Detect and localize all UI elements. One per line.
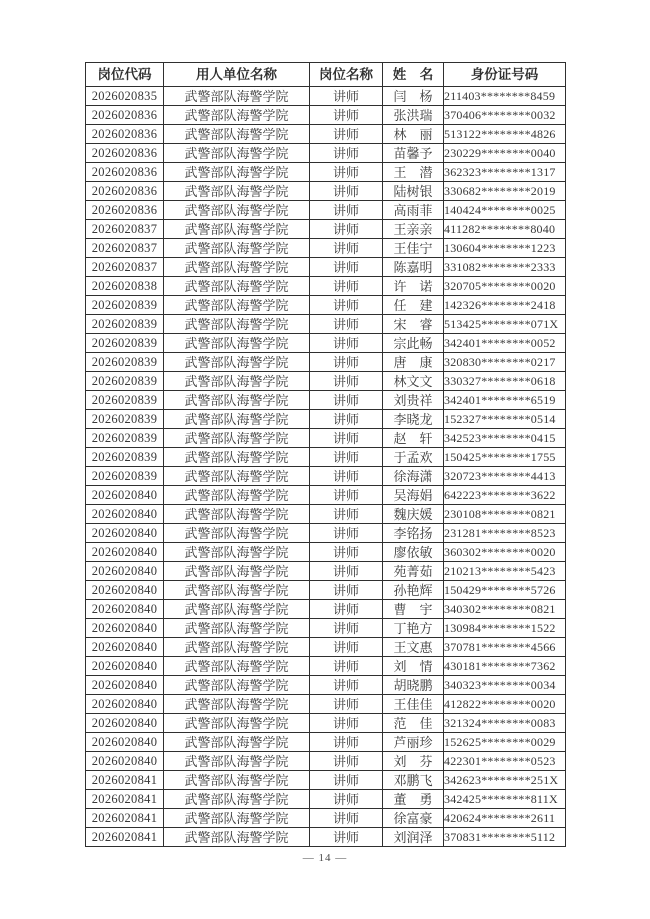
cell-name: 闫 杨 [383, 87, 444, 106]
table-row [86, 182, 566, 201]
cell-employer-name: 武警部队海警学院 [164, 638, 310, 657]
cell-name: 廖依敏 [383, 543, 444, 562]
cell-employer-name: 武警部队海警学院 [164, 505, 310, 524]
cell-position-code: 2026020841 [86, 828, 164, 847]
cell-id-number: 321324********0083 [444, 714, 566, 733]
cell-employer-name: 武警部队海警学院 [164, 752, 310, 771]
cell-position-code: 2026020840 [86, 524, 164, 543]
cell-id-number: 430181********7362 [444, 657, 566, 676]
cell-id-number: 362323********1317 [444, 163, 566, 182]
cell-employer-name: 武警部队海警学院 [164, 296, 310, 315]
cell-position-code: 2026020839 [86, 315, 164, 334]
cell-id-number: 513425********071X [444, 315, 566, 334]
table-row [86, 486, 566, 505]
table-row [86, 676, 566, 695]
cell-id-number: 360302********0020 [444, 543, 566, 562]
table-row [86, 429, 566, 448]
cell-position-name: 讲师 [310, 619, 383, 638]
cell-id-number: 130984********1522 [444, 619, 566, 638]
cell-position-name: 讲师 [310, 733, 383, 752]
cell-id-number: 342425********811X [444, 790, 566, 809]
cell-id-number: 342623********251X [444, 771, 566, 790]
cell-position-code: 2026020840 [86, 676, 164, 695]
cell-name: 刘 情 [383, 657, 444, 676]
table-row [86, 410, 566, 429]
cell-position-code: 2026020840 [86, 486, 164, 505]
table-row [86, 619, 566, 638]
cell-position-code: 2026020840 [86, 581, 164, 600]
cell-employer-name: 武警部队海警学院 [164, 809, 310, 828]
cell-position-name: 讲师 [310, 334, 383, 353]
cell-position-name: 讲师 [310, 201, 383, 220]
cell-position-name: 讲师 [310, 258, 383, 277]
table-row [86, 87, 566, 106]
table-row [86, 505, 566, 524]
cell-position-name: 讲师 [310, 467, 383, 486]
cell-employer-name: 武警部队海警学院 [164, 410, 310, 429]
cell-employer-name: 武警部队海警学院 [164, 239, 310, 258]
cell-position-code: 2026020839 [86, 372, 164, 391]
page-number: — 14 — [302, 852, 348, 864]
table-row [86, 714, 566, 733]
table-body [86, 87, 566, 847]
cell-position-code: 2026020839 [86, 391, 164, 410]
cell-employer-name: 武警部队海警学院 [164, 334, 310, 353]
cell-id-number: 370781********4566 [444, 638, 566, 657]
table-row [86, 334, 566, 353]
cell-position-code: 2026020840 [86, 562, 164, 581]
cell-position-name: 讲师 [310, 87, 383, 106]
cell-employer-name: 武警部队海警学院 [164, 714, 310, 733]
cell-name: 陈嘉明 [383, 258, 444, 277]
header-id-number: 身份证号码 [444, 63, 566, 87]
cell-position-name: 讲师 [310, 543, 383, 562]
table-row [86, 543, 566, 562]
header-name: 姓 名 [383, 63, 444, 87]
table-row [86, 771, 566, 790]
cell-position-code: 2026020840 [86, 600, 164, 619]
cell-position-name: 讲师 [310, 524, 383, 543]
table-row [86, 391, 566, 410]
cell-id-number: 331082********2333 [444, 258, 566, 277]
table-row [86, 524, 566, 543]
cell-name: 丁艳方 [383, 619, 444, 638]
cell-position-name: 讲师 [310, 125, 383, 144]
cell-position-name: 讲师 [310, 429, 383, 448]
cell-position-code: 2026020838 [86, 277, 164, 296]
cell-name: 胡晓鹏 [383, 676, 444, 695]
table-row [86, 600, 566, 619]
cell-id-number: 330327********0618 [444, 372, 566, 391]
cell-position-code: 2026020839 [86, 296, 164, 315]
table-header [86, 63, 566, 87]
cell-employer-name: 武警部队海警学院 [164, 619, 310, 638]
cell-name: 徐海潇 [383, 467, 444, 486]
cell-position-code: 2026020840 [86, 657, 164, 676]
cell-position-code: 2026020840 [86, 733, 164, 752]
cell-position-code: 2026020835 [86, 87, 164, 106]
table-row [86, 638, 566, 657]
cell-id-number: 320705********0020 [444, 277, 566, 296]
cell-name: 芦丽珍 [383, 733, 444, 752]
header-position-code: 岗位代码 [86, 63, 164, 87]
table-row [86, 657, 566, 676]
table-row [86, 790, 566, 809]
cell-position-code: 2026020839 [86, 448, 164, 467]
cell-employer-name: 武警部队海警学院 [164, 182, 310, 201]
cell-position-code: 2026020841 [86, 790, 164, 809]
cell-position-name: 讲师 [310, 676, 383, 695]
cell-name: 刘 芬 [383, 752, 444, 771]
table-header-row [86, 63, 566, 87]
header-employer-name: 用人单位名称 [164, 63, 310, 87]
table-row [86, 353, 566, 372]
cell-position-name: 讲师 [310, 163, 383, 182]
cell-position-code: 2026020840 [86, 695, 164, 714]
table-row [86, 315, 566, 334]
cell-position-name: 讲师 [310, 695, 383, 714]
cell-name: 苑菁茹 [383, 562, 444, 581]
cell-id-number: 342401********6519 [444, 391, 566, 410]
cell-id-number: 420624********2611 [444, 809, 566, 828]
cell-position-code: 2026020840 [86, 752, 164, 771]
table-row [86, 239, 566, 258]
cell-position-code: 2026020836 [86, 144, 164, 163]
cell-employer-name: 武警部队海警学院 [164, 258, 310, 277]
cell-id-number: 342523********0415 [444, 429, 566, 448]
cell-position-name: 讲师 [310, 448, 383, 467]
cell-id-number: 152625********0029 [444, 733, 566, 752]
table-row [86, 695, 566, 714]
cell-name: 刘润泽 [383, 828, 444, 847]
cell-name: 林 丽 [383, 125, 444, 144]
table-row [86, 809, 566, 828]
cell-employer-name: 武警部队海警学院 [164, 467, 310, 486]
cell-id-number: 370831********5112 [444, 828, 566, 847]
cell-position-name: 讲师 [310, 562, 383, 581]
cell-position-code: 2026020839 [86, 410, 164, 429]
cell-position-name: 讲师 [310, 600, 383, 619]
cell-employer-name: 武警部队海警学院 [164, 733, 310, 752]
cell-name: 王亲亲 [383, 220, 444, 239]
table-row [86, 828, 566, 847]
cell-name: 范 佳 [383, 714, 444, 733]
cell-position-code: 2026020840 [86, 714, 164, 733]
cell-employer-name: 武警部队海警学院 [164, 543, 310, 562]
cell-name: 许 诺 [383, 277, 444, 296]
table-row [86, 581, 566, 600]
cell-id-number: 130604********1223 [444, 239, 566, 258]
cell-position-name: 讲师 [310, 277, 383, 296]
cell-position-name: 讲师 [310, 182, 383, 201]
cell-employer-name: 武警部队海警学院 [164, 220, 310, 239]
cell-position-code: 2026020837 [86, 258, 164, 277]
cell-name: 魏庆媛 [383, 505, 444, 524]
cell-employer-name: 武警部队海警学院 [164, 771, 310, 790]
cell-name: 邓鹏飞 [383, 771, 444, 790]
cell-id-number: 230229********0040 [444, 144, 566, 163]
table-row [86, 467, 566, 486]
cell-name: 宗此畅 [383, 334, 444, 353]
cell-position-name: 讲师 [310, 505, 383, 524]
cell-position-name: 讲师 [310, 828, 383, 847]
cell-name: 徐富豪 [383, 809, 444, 828]
table-row [86, 106, 566, 125]
cell-position-code: 2026020836 [86, 106, 164, 125]
cell-name: 李铭扬 [383, 524, 444, 543]
cell-employer-name: 武警部队海警学院 [164, 125, 310, 144]
personnel-table [85, 62, 566, 847]
cell-name: 林文文 [383, 372, 444, 391]
cell-name: 赵 轩 [383, 429, 444, 448]
cell-position-code: 2026020839 [86, 334, 164, 353]
cell-name: 刘贵祥 [383, 391, 444, 410]
cell-id-number: 340302********0821 [444, 600, 566, 619]
cell-employer-name: 武警部队海警学院 [164, 581, 310, 600]
cell-id-number: 150425********1755 [444, 448, 566, 467]
cell-employer-name: 武警部队海警学院 [164, 676, 310, 695]
cell-position-code: 2026020837 [86, 220, 164, 239]
cell-name: 宋 睿 [383, 315, 444, 334]
table-row [86, 277, 566, 296]
cell-position-name: 讲师 [310, 486, 383, 505]
cell-position-name: 讲师 [310, 714, 383, 733]
cell-name: 苗馨予 [383, 144, 444, 163]
cell-employer-name: 武警部队海警学院 [164, 391, 310, 410]
cell-position-name: 讲师 [310, 790, 383, 809]
cell-employer-name: 武警部队海警学院 [164, 657, 310, 676]
cell-position-name: 讲师 [310, 638, 383, 657]
cell-id-number: 370406********0032 [444, 106, 566, 125]
cell-name: 高雨菲 [383, 201, 444, 220]
cell-employer-name: 武警部队海警学院 [164, 277, 310, 296]
cell-position-code: 2026020836 [86, 201, 164, 220]
cell-name: 唐 康 [383, 353, 444, 372]
cell-position-name: 讲师 [310, 391, 383, 410]
cell-id-number: 411282********8040 [444, 220, 566, 239]
cell-position-code: 2026020840 [86, 638, 164, 657]
cell-position-name: 讲师 [310, 353, 383, 372]
cell-position-code: 2026020841 [86, 809, 164, 828]
cell-position-name: 讲师 [310, 581, 383, 600]
table-row [86, 733, 566, 752]
cell-position-name: 讲师 [310, 410, 383, 429]
cell-position-code: 2026020840 [86, 505, 164, 524]
cell-employer-name: 武警部队海警学院 [164, 486, 310, 505]
cell-name: 王文惠 [383, 638, 444, 657]
table-row [86, 144, 566, 163]
cell-id-number: 340323********0034 [444, 676, 566, 695]
table-row [86, 163, 566, 182]
cell-name: 王佳佳 [383, 695, 444, 714]
cell-position-code: 2026020840 [86, 543, 164, 562]
cell-employer-name: 武警部队海警学院 [164, 448, 310, 467]
cell-id-number: 210213********5423 [444, 562, 566, 581]
cell-name: 曹 宇 [383, 600, 444, 619]
table-row [86, 752, 566, 771]
cell-id-number: 330682********2019 [444, 182, 566, 201]
cell-id-number: 342401********0052 [444, 334, 566, 353]
cell-employer-name: 武警部队海警学院 [164, 87, 310, 106]
cell-employer-name: 武警部队海警学院 [164, 106, 310, 125]
cell-id-number: 412822********0020 [444, 695, 566, 714]
cell-id-number: 152327********0514 [444, 410, 566, 429]
cell-id-number: 642223********3622 [444, 486, 566, 505]
cell-position-code: 2026020839 [86, 353, 164, 372]
cell-employer-name: 武警部队海警学院 [164, 695, 310, 714]
cell-employer-name: 武警部队海警学院 [164, 524, 310, 543]
table-row [86, 220, 566, 239]
header-position-name: 岗位名称 [310, 63, 383, 87]
cell-position-code: 2026020841 [86, 771, 164, 790]
cell-id-number: 150429********5726 [444, 581, 566, 600]
table-row [86, 125, 566, 144]
cell-name: 孙艳辉 [383, 581, 444, 600]
cell-position-code: 2026020836 [86, 163, 164, 182]
cell-employer-name: 武警部队海警学院 [164, 315, 310, 334]
cell-position-name: 讲师 [310, 657, 383, 676]
cell-id-number: 320723********4413 [444, 467, 566, 486]
cell-employer-name: 武警部队海警学院 [164, 828, 310, 847]
cell-id-number: 230108********0821 [444, 505, 566, 524]
table-row [86, 258, 566, 277]
cell-position-name: 讲师 [310, 771, 383, 790]
cell-name: 张洪瑞 [383, 106, 444, 125]
cell-name: 于孟欢 [383, 448, 444, 467]
cell-employer-name: 武警部队海警学院 [164, 163, 310, 182]
cell-name: 陆树银 [383, 182, 444, 201]
table-row [86, 372, 566, 391]
cell-position-code: 2026020837 [86, 239, 164, 258]
cell-position-code: 2026020839 [86, 467, 164, 486]
cell-employer-name: 武警部队海警学院 [164, 372, 310, 391]
cell-id-number: 422301********0523 [444, 752, 566, 771]
cell-employer-name: 武警部队海警学院 [164, 353, 310, 372]
cell-employer-name: 武警部队海警学院 [164, 790, 310, 809]
cell-position-code: 2026020836 [86, 125, 164, 144]
cell-position-name: 讲师 [310, 296, 383, 315]
cell-name: 王佳宁 [383, 239, 444, 258]
cell-name: 王 潜 [383, 163, 444, 182]
cell-position-name: 讲师 [310, 315, 383, 334]
cell-position-name: 讲师 [310, 809, 383, 828]
cell-employer-name: 武警部队海警学院 [164, 201, 310, 220]
cell-name: 李晓龙 [383, 410, 444, 429]
cell-position-name: 讲师 [310, 752, 383, 771]
table-row [86, 201, 566, 220]
cell-position-name: 讲师 [310, 372, 383, 391]
cell-id-number: 211403********8459 [444, 87, 566, 106]
cell-position-code: 2026020839 [86, 429, 164, 448]
cell-id-number: 140424********0025 [444, 201, 566, 220]
cell-employer-name: 武警部队海警学院 [164, 600, 310, 619]
cell-employer-name: 武警部队海警学院 [164, 562, 310, 581]
cell-employer-name: 武警部队海警学院 [164, 429, 310, 448]
cell-name: 任 建 [383, 296, 444, 315]
cell-employer-name: 武警部队海警学院 [164, 144, 310, 163]
table-row [86, 448, 566, 467]
cell-id-number: 513122********4826 [444, 125, 566, 144]
cell-position-name: 讲师 [310, 220, 383, 239]
table-row [86, 296, 566, 315]
cell-position-name: 讲师 [310, 144, 383, 163]
table-row [86, 562, 566, 581]
cell-position-code: 2026020840 [86, 619, 164, 638]
cell-name: 董 勇 [383, 790, 444, 809]
cell-id-number: 231281********8523 [444, 524, 566, 543]
cell-position-name: 讲师 [310, 106, 383, 125]
cell-id-number: 320830********0217 [444, 353, 566, 372]
cell-id-number: 142326********2418 [444, 296, 566, 315]
cell-position-name: 讲师 [310, 239, 383, 258]
cell-position-code: 2026020836 [86, 182, 164, 201]
cell-name: 吴海娟 [383, 486, 444, 505]
